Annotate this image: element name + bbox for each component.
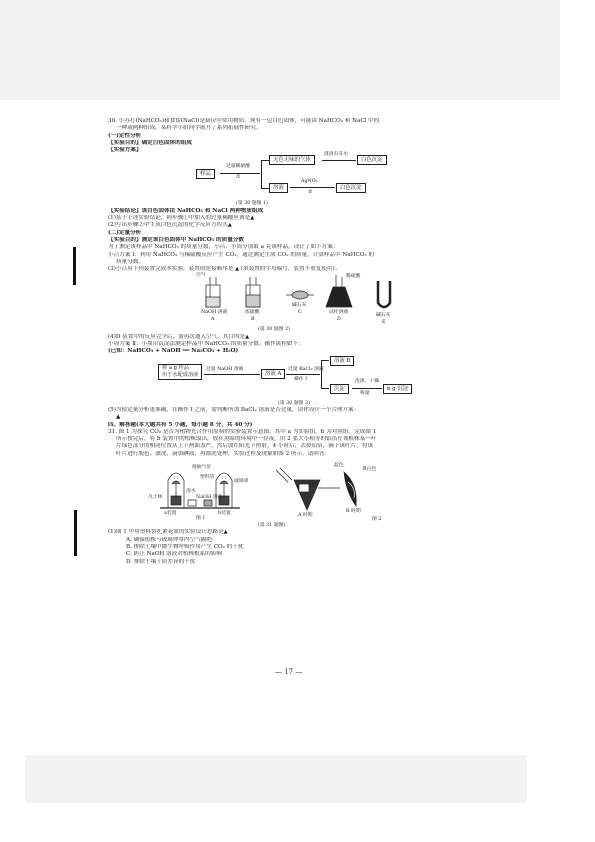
q31-p1: 31. 图 1 为探究 CO₂ 是否为植物光合作用原料的实验装置示意图。其中 a 为实验组，b 为对照组。完成图 1 bbox=[108, 428, 377, 435]
q30-part1: (一)定性分析 bbox=[108, 132, 142, 139]
q30-l3: 质量分数。 bbox=[116, 258, 144, 265]
fig1-soil: 凡士林 bbox=[148, 495, 163, 501]
flow1-sample: 样品 bbox=[196, 169, 215, 179]
apparatus-B: B bbox=[251, 317, 255, 323]
q30-part2: (二)定量分析 bbox=[108, 229, 142, 236]
q30-l1: 为了测定该样品中 NaHCO₃ 的质量分数，小吕、小周分别取 a 克该样品，设计了如下方案： bbox=[108, 244, 339, 251]
flow2-wash: 洗涤、干燥 bbox=[355, 378, 379, 384]
flow2-start2: 用于水配成溶液 bbox=[162, 371, 199, 378]
apparatus-D: D bbox=[337, 317, 341, 323]
apparatus-A: A bbox=[211, 317, 215, 323]
flow2-solA: 溶液 A bbox=[261, 369, 285, 379]
fig1-plastic: 塑料袋 bbox=[200, 475, 215, 481]
fig2-blue: 蓝色 bbox=[334, 463, 344, 469]
flow1-solution: 溶液 bbox=[269, 183, 288, 193]
section-4-heading: 四、解答题(本大题共有 5 小题，每小题 8 分，共 40 分) bbox=[108, 421, 253, 428]
flow2-arrow-ppt bbox=[321, 388, 329, 389]
flow2-bacl2: 过量 BaCl₂ 溶液 bbox=[288, 366, 324, 372]
q30-l6: 小周方案 Ⅱ：小周用沉淀法测定样品中 NaHCO₃ 的质量分数。操作流程如下： bbox=[108, 341, 304, 348]
fig2-tB: B 时期 bbox=[346, 509, 361, 515]
flow1-arrow-agno3 bbox=[290, 187, 335, 188]
apparatus-d-label: 试样溶液 bbox=[329, 310, 349, 316]
flow2-arrow-b bbox=[321, 360, 329, 361]
bottom-blank-band bbox=[25, 755, 527, 803]
q31-p4: 叶片进行脱色、漂洗、滴加碘液、再漂洗处理。实验过程及现象如图 2 所示。请回答： bbox=[116, 450, 331, 457]
fig1-naoh: NaOH 溶液 bbox=[196, 495, 223, 501]
q30-l8-blank: ▲ bbox=[116, 414, 121, 421]
flow1-step2: ② bbox=[308, 190, 313, 196]
apparatus-dilute: 稀硫酸 bbox=[346, 274, 361, 280]
fig1-water: 清水 bbox=[186, 489, 196, 495]
fig2-yellow: 黄白色 bbox=[362, 467, 377, 473]
q30-l7: (已知：NaHCO₃ + NaOH ══ Na₂CO₃ + H₂O) bbox=[108, 348, 239, 355]
q30-l2: 小吕方案 Ⅰ：利用 NaHCO₃ 与稀硫酸反应产生 CO₂，通过测定生成 CO₂ 的质量，计算样品中 NaHCO₃ 的 bbox=[108, 251, 375, 258]
fig2-tA: A 时期 bbox=[298, 513, 313, 519]
flow2-caption: (第 30 题图 3) bbox=[278, 400, 310, 406]
flow1-branch bbox=[261, 160, 262, 188]
apparatus-c-label: 碱石灰 bbox=[292, 303, 307, 309]
fig2-label: 图 2 bbox=[372, 517, 382, 523]
q30-l4: (3)小吕用下列装置完成本实验，装置的连接顺序是 ▲ (填装置的字母编号，装置不重复使用)； bbox=[108, 266, 341, 273]
apparatus-svg bbox=[108, 273, 508, 323]
q30-conclusion: 【实验结论】该白色固体由 NaHCO₃ 和 NaCl 两种物质组成 bbox=[108, 207, 264, 214]
q30-l5: (4)D 装置中的反应完全后，需再次通入空气，其目的是▲ bbox=[108, 333, 250, 340]
q30-aim2: 【实验目的】测定该白色固体中 NaHCO₃ 的质量分数 bbox=[108, 236, 244, 243]
q31-q1: (1)图 1 中用塑料袋扎紧花盆的实验设计思路是▲ bbox=[108, 529, 228, 536]
flow2-op: 操作 Ⅰ bbox=[294, 376, 308, 382]
flow2-branch bbox=[321, 360, 322, 388]
flow1-step1: ① bbox=[236, 175, 241, 181]
q31-p2: 所示按完后，将 b 装置中的植株取出，放在黑暗的环境中一昼夜。用 2 张大小相等的铝箔在该植株某一叶 bbox=[116, 436, 377, 443]
flow1-arrow-up bbox=[261, 160, 269, 161]
page-number: — 17 — bbox=[275, 668, 303, 676]
q31-optB: B. 排除土壤中微生物呼吸作用产生 CO₂ 的干扰 bbox=[126, 543, 244, 550]
apparatus-caption: (第 30 题图 2) bbox=[258, 327, 290, 333]
q31-caption: (第 31 题图) bbox=[258, 523, 286, 529]
apparatus-air: 空气 bbox=[196, 273, 206, 279]
fig1-pump: 接抽气泵 bbox=[192, 465, 212, 471]
flow1-gas: 无色无味的气体 bbox=[269, 155, 315, 165]
flow1-limewater: 澄清石灰水 bbox=[324, 152, 348, 158]
flow1-arrow-down bbox=[261, 188, 269, 189]
flow2-arrow-1 bbox=[204, 374, 260, 375]
top-blank-band bbox=[0, 0, 560, 100]
apparatus-a-label: NaOH 溶液 bbox=[201, 310, 228, 316]
flow2-naoh: 过量 NaOH 溶液 bbox=[206, 366, 244, 372]
fig2-foil: 铝箔 bbox=[308, 483, 318, 489]
flow-diagram-2 bbox=[108, 356, 508, 400]
apparatus-b-label: 浓硫酸 bbox=[245, 310, 260, 316]
q30-intro: 30. 小苏打(NaHCO₃)和食盐(NaCl)是厨房中常用物质。现有一包白色固体，可能由 NaHCO₃ 和 NaCl 中的 bbox=[108, 118, 380, 124]
flow1-caption: (第 30 题图 1) bbox=[236, 201, 268, 207]
fig1-glass: 玻璃罩 bbox=[234, 479, 249, 485]
binding-mark-top bbox=[73, 247, 76, 285]
flow1-reagent: 过量稀硝酸 bbox=[226, 164, 250, 170]
flow2-arrow-2 bbox=[286, 374, 320, 375]
flow-diagram-1 bbox=[108, 154, 508, 200]
fig1-b: b装置 bbox=[218, 511, 231, 517]
flow1-arrow-lime bbox=[322, 160, 356, 161]
flow2-weigh: 称量 bbox=[360, 390, 370, 396]
q30-c2: (2)写出步骤②中生成白色沉淀的化学反应方程式▲ bbox=[108, 222, 232, 229]
binding-mark-bottom bbox=[74, 510, 77, 556]
q30-intro2: 一种或两种组成。某科学小组同学展开了系列拓展性研究。 bbox=[116, 125, 262, 132]
flow2-ppt: 沉淀 bbox=[330, 384, 349, 394]
q30-aim1: 【实验目的】确定白色固体的组成 bbox=[108, 139, 192, 146]
q31-optD: D. 排除土壤土质差异的干扰 bbox=[126, 558, 196, 565]
q31-p3: 片绿色部分的相同位置从上下两面盖严，然后放在阳光下照射。4 小时后，去掉铝箔，摘下该叶片，将该 bbox=[116, 443, 374, 450]
flow1-agno3: AgNO₃ bbox=[301, 179, 318, 185]
flow2-solB: 溶液 B bbox=[330, 356, 354, 366]
fig1-label: 图 1 bbox=[196, 516, 206, 522]
q31-optA: A. 确保植株与玻璃钟罩内空气隔绝 bbox=[126, 536, 212, 543]
flow2-start-box bbox=[158, 364, 202, 380]
flow2-start1: 将 a g 样品 bbox=[162, 364, 189, 371]
flow2-arrow-3 bbox=[352, 388, 382, 389]
q30-l8: (5)为使定量分析更准确，在操作 Ⅰ 之前，需判断所加 BaCl₂ 溶液是否过量，请你设计一个合理方案： bbox=[108, 406, 360, 413]
q30-c1: (1)基于上述实验结论，则步骤①中加入的过量稀酸应该是▲ bbox=[108, 215, 255, 222]
flow1-white-ppt1: 白色沉淀 bbox=[357, 155, 387, 165]
exam-page bbox=[108, 118, 508, 566]
flow1-white-ppt2: 白色沉淀 bbox=[336, 183, 366, 193]
apparatus-C: C bbox=[298, 310, 302, 316]
flow1-arrow-main bbox=[220, 173, 260, 174]
apparatus-e-label: 碱石灰 bbox=[376, 313, 391, 319]
apparatus-E: E bbox=[382, 320, 386, 326]
q31-optC: C. 防止 NaOH 溶液对植株根系的影响 bbox=[126, 551, 223, 558]
fig1-a: a装置 bbox=[164, 511, 177, 517]
apparatus-diagram bbox=[108, 273, 508, 326]
q31-figures bbox=[108, 458, 508, 523]
q30-plan: 【实验方案】 bbox=[108, 147, 142, 154]
flow2-result: b g 沉淀 bbox=[383, 384, 412, 394]
